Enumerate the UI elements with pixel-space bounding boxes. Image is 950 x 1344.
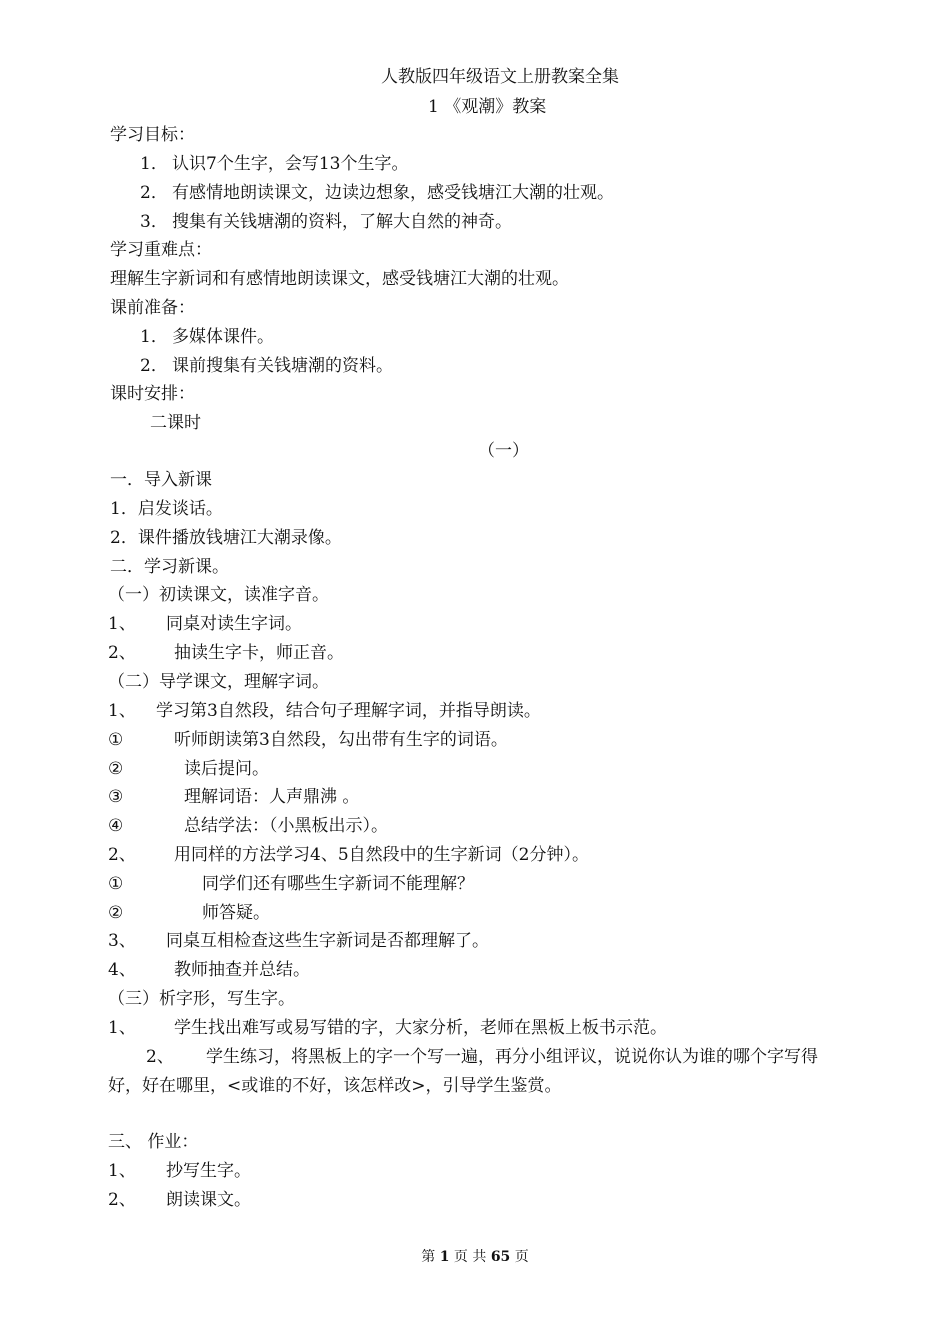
footer-mid: 页 共 (453, 1249, 487, 1265)
step-text: 学习第3自然段，结合句子理解字词，并指导朗读。 (156, 701, 541, 721)
substep-text: 理解词语：人声鼎沸 。 (184, 787, 360, 807)
key-points-text: 理解生字新词和有感情地朗读课文，感受钱塘江大潮的壮观。 (110, 269, 569, 289)
part3-heading: （三）析字形，写生字。 (108, 989, 295, 1009)
footer-page-number: 1 (439, 1249, 450, 1265)
step-number: 4、 (108, 960, 136, 980)
part3-step-continuation: 好，好在哪里，<或谁的不好，该怎样改>，引导学生鉴赏。 (108, 1076, 562, 1096)
prep-text: 课前搜集有关钱塘潮的资料。 (172, 356, 393, 376)
part2-step (108, 959, 310, 981)
step-number: 2、 (108, 845, 136, 865)
homework-item (108, 1160, 251, 1182)
item-text: 同桌对读生字词。 (166, 614, 302, 634)
part2-substep (108, 729, 508, 751)
goal-number: 2． (140, 183, 168, 203)
goal-text: 认识7个生字，会写13个生字。 (172, 154, 409, 174)
period-label: （一） (478, 441, 529, 461)
homework-text: 抄写生字。 (166, 1161, 251, 1181)
step-text: 同桌互相检查这些生字新词是否都理解了。 (166, 931, 489, 951)
step-number: 3、 (108, 931, 136, 951)
part1-item (108, 613, 302, 635)
goals-heading: 学习目标： (110, 125, 195, 145)
prep-heading: 课前准备： (110, 298, 195, 318)
part2-substep (108, 758, 269, 780)
section1-item: 2．课件播放钱塘江大潮录像。 (110, 528, 342, 548)
footer-prefix: 第 (421, 1249, 436, 1265)
item-number: 2、 (108, 643, 136, 663)
section2-heading: 二．学习新课。 (110, 557, 229, 577)
substep-number: ① (108, 874, 124, 894)
part2-substep (108, 902, 270, 924)
substep-text: 听师朗读第3自然段，勾出带有生字的词语。 (174, 730, 508, 750)
section1-heading: 一．导入新课 (110, 470, 212, 490)
step-text: 学生练习，将黑板上的字一个写一遍，再分小组评议，说说你认为谁的哪个字写得 (206, 1047, 818, 1067)
substep-number: ② (108, 903, 124, 923)
homework-number: 1、 (108, 1161, 136, 1181)
item-text: 抽读生字卡，师正音。 (174, 643, 344, 663)
goal-item (140, 153, 408, 175)
prep-text: 多媒体课件。 (172, 327, 274, 347)
substep-number: ② (108, 759, 124, 779)
schedule-text: 二课时 (150, 413, 201, 433)
substep-text: 读后提问。 (184, 759, 269, 779)
part1-item (108, 642, 344, 664)
prep-number: 2． (140, 356, 168, 376)
part2-heading: （二）导学课文，理解字词。 (108, 672, 329, 692)
homework-item (108, 1189, 251, 1211)
part3-step (146, 1046, 818, 1068)
substep-text: 师答疑。 (202, 903, 270, 923)
part2-step (108, 700, 541, 722)
step-number: 1、 (108, 701, 136, 721)
part2-substep (108, 873, 474, 895)
step-number: 2、 (146, 1047, 174, 1067)
part2-step (108, 930, 489, 952)
part2-substep (108, 786, 359, 808)
goal-item (140, 182, 614, 204)
prep-item (140, 355, 393, 377)
goal-item (140, 211, 512, 233)
part2-substep (108, 815, 388, 837)
part3-step (108, 1017, 667, 1039)
step-number: 1、 (108, 1018, 136, 1038)
substep-number: ③ (108, 787, 124, 807)
footer-suffix: 页 (514, 1249, 529, 1265)
substep-text: 同学们还有哪些生字新词不能理解？ (202, 874, 474, 894)
item-number: 1、 (108, 614, 136, 634)
goal-text: 有感情地朗读课文，边读边想象，感受钱塘江大潮的壮观。 (172, 183, 614, 203)
part2-step (108, 844, 589, 866)
homework-text: 朗读课文。 (166, 1190, 251, 1210)
goal-number: 3． (140, 212, 168, 232)
part1-heading: （一）初读课文，读准字音。 (108, 585, 329, 605)
document-title: 人教版四年级语文上册教案全集 (381, 67, 619, 87)
section3-heading: 三、 作业： (108, 1132, 199, 1152)
step-text: 教师抽查并总结。 (174, 960, 310, 980)
footer-total-pages: 65 (490, 1249, 511, 1265)
step-text: 用同样的方法学习4、5自然段中的生字新词（2分钟）。 (174, 845, 589, 865)
substep-number: ④ (108, 816, 124, 836)
key-points-heading: 学习重难点： (110, 240, 212, 260)
goal-text: 搜集有关钱塘潮的资料，了解大自然的神奇。 (172, 212, 512, 232)
prep-number: 1． (140, 327, 168, 347)
prep-item (140, 326, 274, 348)
goal-number: 1． (140, 154, 168, 174)
page-footer (0, 1248, 950, 1266)
substep-number: ① (108, 730, 124, 750)
substep-text: 总结学法：（小黑板出示）。 (184, 816, 388, 836)
lesson-title: 1 《观潮》教案 (428, 97, 547, 117)
step-text: 学生找出难写或易写错的字，大家分析，老师在黑板上板书示范。 (174, 1018, 667, 1038)
section1-item: 1．启发谈话。 (110, 499, 223, 519)
homework-number: 2、 (108, 1190, 136, 1210)
schedule-heading: 课时安排： (110, 384, 195, 404)
